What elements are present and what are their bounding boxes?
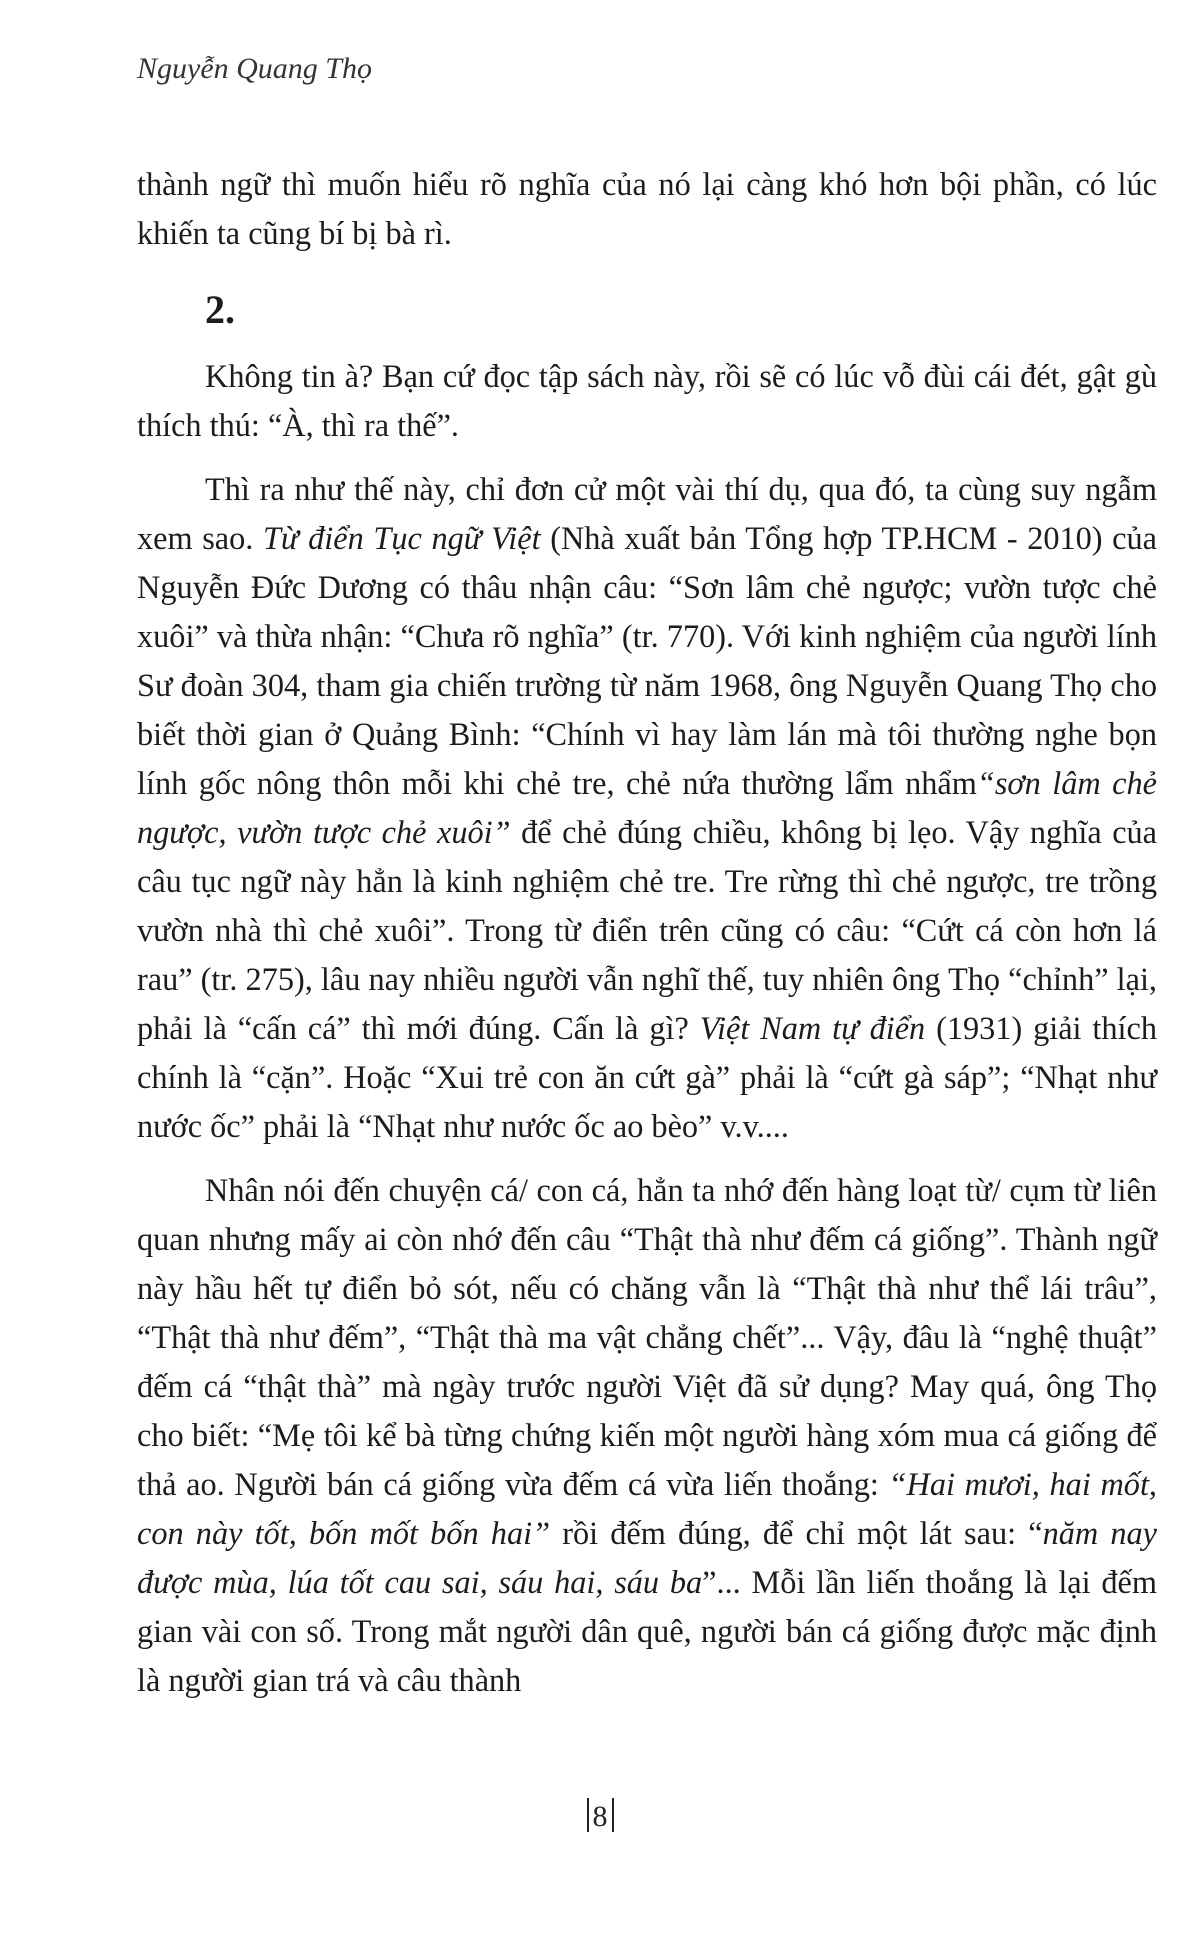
text-span: để chẻ đúng chiều, không bị lẹo. Vậy nghĩa của câu tục ngữ này hẳn là kinh nghiệm chẻ tre. Tre rừng thì chẻ ngược, tre trồng vườn nhà thì chẻ xuôi”. Trong từ điển trên cũng có câu: “Cứt cá còn hơn lá rau” (tr. 275), lâu nay nhiều người vẫn nghĩ thế, tuy nhiên ông Thọ “chỉnh” lại, phải là “cấn cá” thì mới đúng. Cấn là gì? — [137, 814, 1158, 1046]
proverb-quote-italic: “sơn lâm chẻ ngược, vườn tược chẻ xuôi” — [137, 765, 1157, 850]
folio-bar-right — [612, 1798, 614, 1832]
quote-italic: “Hai mươi, hai mốt, con này tốt, bốn mốt bốn hai” — [137, 1466, 1157, 1551]
running-header: Nguyễn Quang Thọ — [137, 52, 372, 85]
book-title-italic: Từ điển Tục ngữ Việt — [262, 520, 541, 556]
text-span: ”... Mỗi lần liến thoắng là lại đếm gian vài con số. Trong mắt người dân quê, người bán cá giống được mặc định là người gian trá và câu thành — [137, 1564, 1157, 1698]
page-number: 8 — [592, 1800, 608, 1833]
text-span: Nhân nói đến chuyện cá/ con cá, hẳn ta nhớ đến hàng loạt từ/ cụm từ liên quan nhưng mấy ai còn nhớ đến câu “Thật thà như đếm cá giống”. Thành ngữ này hầu hết tự điển bỏ sót, nếu có chăng vẫn là “Thật thà như thể lái trâu”, “Thật thà như đếm”, “Thật thà ma vật chẳng chết”... Vậy, đâu là “nghệ thuật” đếm cá “thật thà” mà ngày trước người Việt đã sử dụng? May quá, ông Thọ cho biết: “Mẹ tôi kể bà từng chứng kiến một người hàng xóm mua cá giống để thả ao. Người bán cá giống vừa đếm cá vừa liến thoắng: — [137, 1172, 1157, 1502]
body-text — [137, 160, 1157, 1705]
text-span: (Nhà xuất bản Tổng hợp TP.HCM - 2010) của Nguyễn Đức Dương có thâu nhận câu: “Sơn lâm chẻ ngược; vườn tược chẻ xuôi” và thừa nhận: “Chưa rõ nghĩa” (tr. 770). Với kinh nghiệm của người lính Sư đoàn 304, tham gia chiến trường từ năm 1968, ông Nguyễn Quang Thọ cho biết thời gian ở Quảng Bình: “Chính vì hay làm lán mà tôi thường nghe bọn lính gốc nông thôn mỗi khi chẻ tre, chẻ nứa thường lẩm nhẩm — [137, 520, 1157, 801]
folio-bar-left — [587, 1798, 589, 1832]
paragraph-1: Không tin à? Bạn cứ đọc tập sách này, rồi sẽ có lúc vỗ đùi cái đét, gật gù thích thú: “À, thì ra thế”. — [137, 358, 1157, 443]
paragraph-3 — [137, 1166, 1157, 1705]
page-folio — [0, 1798, 1200, 1834]
text-span: Thì ra như thế này, chỉ đơn cử một vài thí dụ, qua đó, ta cùng suy ngẫm xem sao. — [137, 471, 1157, 556]
text-span: (1931) giải thích chính là “cặn”. Hoặc “Xui trẻ con ăn cứt gà” phải là “cứt gà sáp”; “Nhạt như nước ốc” phải là “Nhạt như nước ốc ao bèo” v.v.... — [137, 1010, 1157, 1144]
quote-italic: năm nay được mùa, lúa tốt cau sai, sáu hai, sáu ba — [137, 1515, 1158, 1600]
section-number: 2. — [205, 287, 235, 332]
text-span: rồi đếm đúng, để chỉ một lát sau: “ — [550, 1515, 1043, 1551]
book-title-italic: Việt Nam tự điển — [699, 1010, 926, 1046]
paragraph-continued: thành ngữ thì muốn hiểu rõ nghĩa của nó lại càng khó hơn bội phần, có lúc khiến ta cũng bí bị bà rì. — [137, 166, 1157, 251]
paragraph-2 — [137, 465, 1157, 1151]
